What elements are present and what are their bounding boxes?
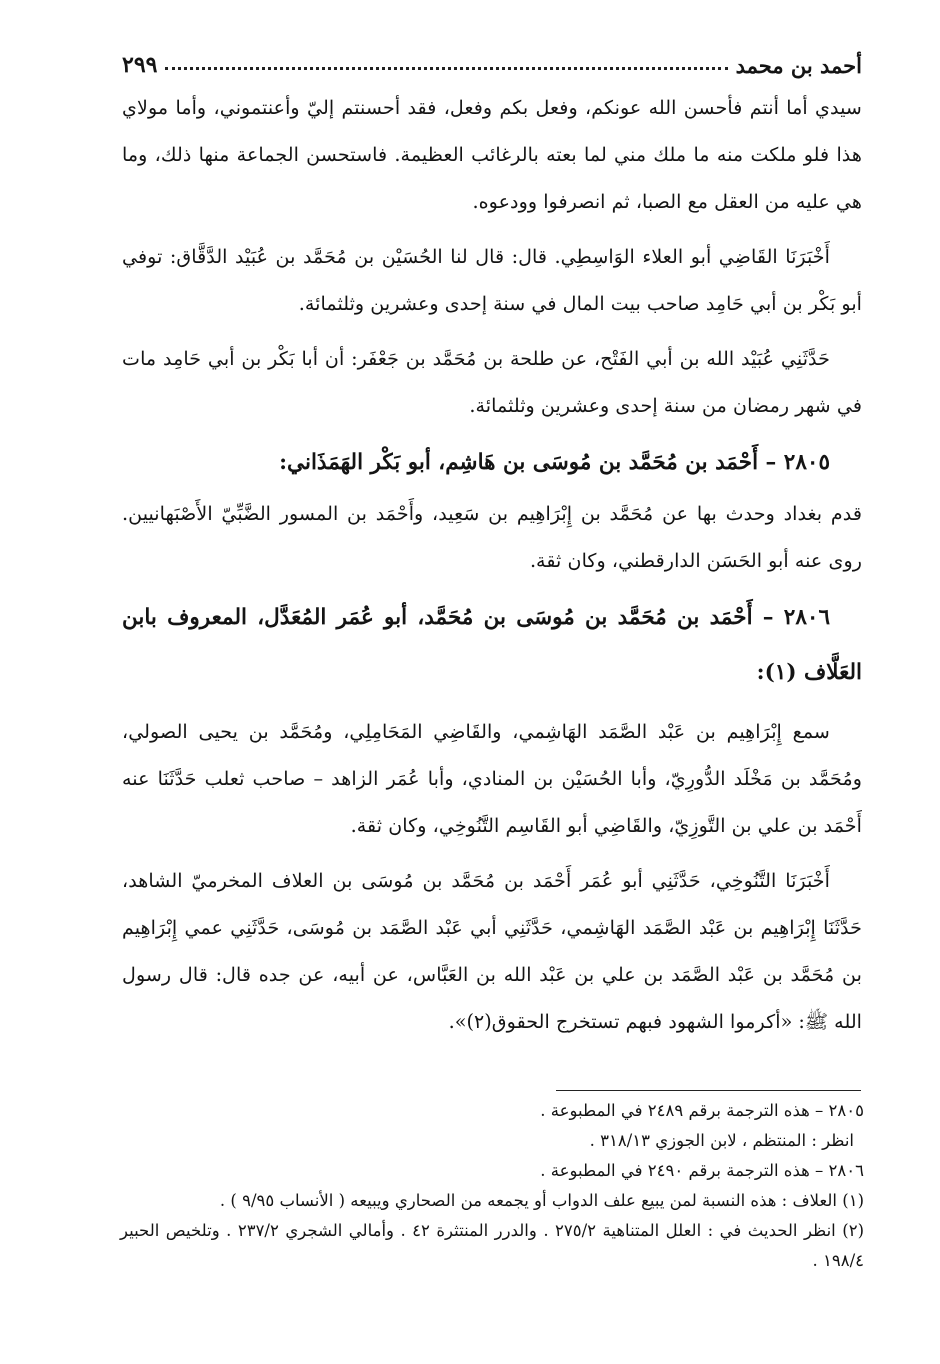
paragraph: سيدي أما أنتم فأحسن الله عونكم، وفعل بكم وفعل، فقد أحسنتم إليّ وأعنتموني، وأما مولاي هذا فلو ملكت منه ما ملك مني لما بعته بالرغائب العظيمة. فاستحسن الجماعة منها ذلك، وما هي عليه من العقل مع الصبا، ثم انصرفوا وودعوه. bbox=[122, 96, 862, 213]
leader-dots bbox=[165, 67, 727, 70]
entry-heading-2805: ٢٨٠٥ – أَحْمَد بن مُحَمَّد بن مُوسَى بن هَاشِم، أبو بَكْر الهَمَذَاني: bbox=[279, 450, 830, 475]
paragraph: أَخْبَرَنَا التَّنُوخِي، حَدَّثَنِي أبو عُمَر أَحْمَد بن مُحَمَّد بن مُوسَى بن العلاف المخرميّ الشاهد، حَدَّثَنَا إِبْرَاهِيم بن عَبْد الصَّمَد الهَاشِمي، حَدَّثَنِي أبي عَبْد الصَّمَد بن مُوسَى، حَدَّثَنِي عمي إِبْرَاهِيم بن مُحَمَّد بن عَبْد الصَّمَد بن علي بن عَبْد الله بن العَبَّاس، عن أبيه، عن جده قال: قال رسول الله ﷺ: «أكرموا الشهود فبهم تستخرج الحقوق(٢)». bbox=[122, 869, 862, 1033]
footnote: ٢٨٠٦ – هذه الترجمة برقم ٢٤٩٠ في المطبوعة . bbox=[540, 1161, 864, 1180]
footnote: انظر : المنتظم ، لابن الجوزي ٣١٨/١٣ . bbox=[589, 1131, 854, 1150]
footnote: (١) العلاف : هذه النسبة لمن يبيع علف الدواب أو يجمعه من الصحاري ويبيعه ( الأنساب ٩/٩٥ ) . bbox=[219, 1191, 864, 1210]
paragraph: سمع إِبْرَاهِيم بن عَبْد الصَّمَد الهَاشِمي، والقَاضِي المَحَامِلِي، ومُحَمَّد بن يحيى الصولي، ومُحَمَّد بن مَخْلَد الدُّورِيّ، وأبا الحُسَيْن بن المنادي، وأبا عُمَر الزاهد – صاحب ثعلب حَدَّثَنَا عنه أَحْمَد بن علي بن التَّوزِيّ، والقَاضِي أبو القَاسِم التَّنُوخِي، وكان ثقة. bbox=[122, 720, 862, 837]
main-text bbox=[122, 84, 862, 1045]
paragraph: حَدَّثَنِي عُبَيْد الله بن أبي الفَتْح، عن طلحة بن مُحَمَّد بن جَعْفَر: أن أبا بَكْر بن أبي حَامِد مات في شهر رمضان من سنة إحدى وعشرين وثلثمائة. bbox=[122, 347, 862, 417]
paragraph: أَخْبَرَنَا القَاضِي أبو العلاء الوَاسِطِي. قال: قال لنا الحُسَيْن بن مُحَمَّد بن عُبَيْد الدَّقَّاق: توفي أبو بَكْر بن أبي حَامِد صاحب بيت المال في سنة إحدى وعشرين وثلثمائة. bbox=[122, 245, 862, 315]
running-title: أحمد بن محمد bbox=[735, 53, 862, 78]
footnotes bbox=[120, 1096, 864, 1276]
page-number: ٢٩٩ bbox=[122, 52, 158, 78]
footnote: (٢) انظر الحديث في : العلل المتناهية ٢٧٥/٢ . والدرر المنتثرة ٤٢ . وأمالي الشجري ٢٣٧/٢ . وتلخيص الحبير ١٩٨/٤ . bbox=[120, 1221, 864, 1270]
running-header bbox=[122, 30, 862, 78]
footnote-separator bbox=[556, 1090, 861, 1091]
footnote: ٢٨٠٥ – هذه الترجمة برقم ٢٤٨٩ في المطبوعة . bbox=[540, 1101, 864, 1120]
entry-heading-2806: ٢٨٠٦ – أَحْمَد بن مُحَمَّد بن مُوسَى بن مُحَمَّد، أبو عُمَر المُعَدَّل، المعروف بابن العَلَّاف (١): bbox=[122, 605, 862, 685]
paragraph: قدم بغداد وحدث بها عن مُحَمَّد بن إِبْرَاهِيم بن سَعِيد، وأَحْمَد بن المسور الضَّبِّيّ الأَصْبَهانيين. روى عنه أبو الحَسَن الدارقطني، وكان ثقة. bbox=[122, 502, 862, 572]
